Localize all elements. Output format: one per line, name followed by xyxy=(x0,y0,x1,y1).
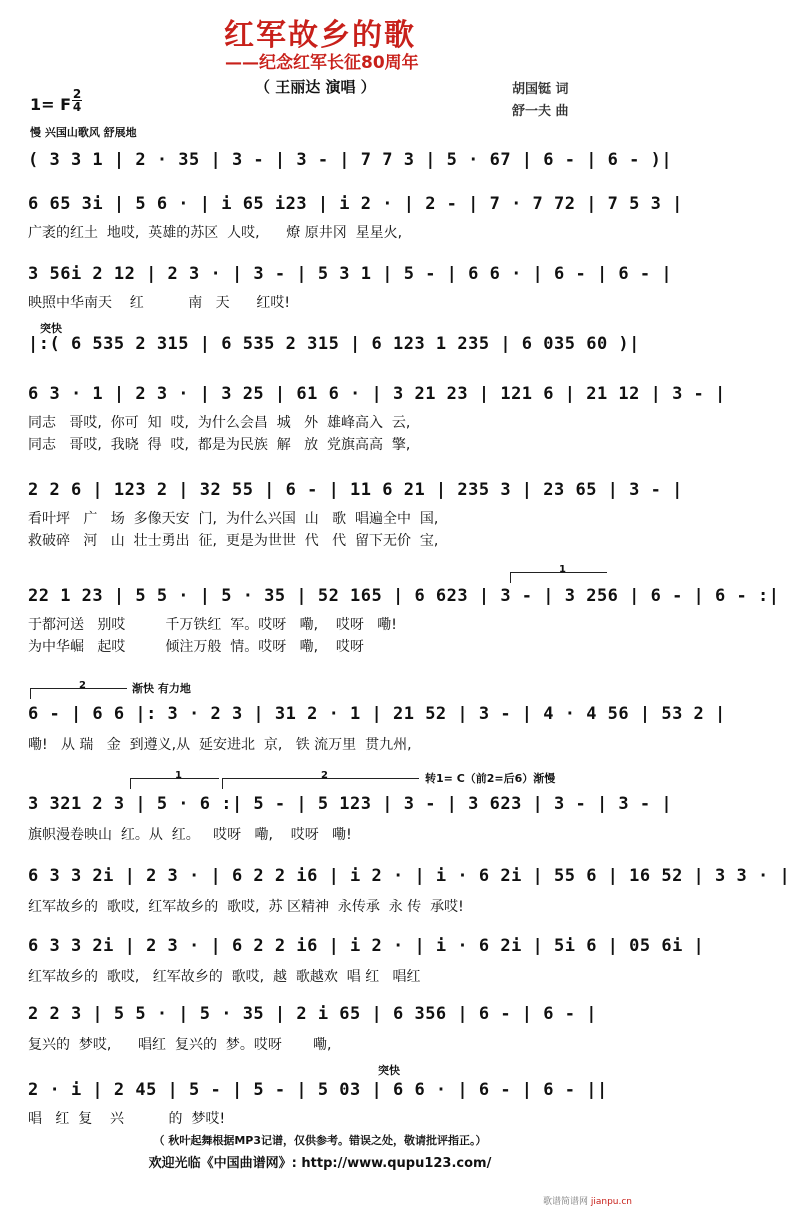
notation-line: 2 2 6 | 123 2 | 32 55 | 6 - | 11 6 21 | 235 3 | 23 65 | 3 - | xyxy=(28,480,683,500)
notation-line: 2 2 3 | 5 5 · | 5 · 35 | 2 i 65 | 6 356 | 6 - | 6 - | xyxy=(28,1004,597,1024)
notation-line: 3 56i 2 12 | 2 3 · | 3 - | 5 3 1 | 5 - | 6 6 · | 6 - | 6 - | xyxy=(28,264,673,284)
transcription-note: （ 秋叶起舞根据MP3记谱，仅供参考。错误之处，敬请批评指正。） xyxy=(153,1134,487,1147)
modulation-mark: 转1= C（前2=后6）渐慢 xyxy=(425,772,556,785)
lyric-line: 广袤的红土 地哎, 英雄的苏区 人哎, 燎 原井冈 星星火, xyxy=(28,225,403,241)
lyricist-credit: 胡国铤 词 xyxy=(512,82,569,97)
volta-bracket-1 xyxy=(510,564,607,583)
lyric-line-verse-2: 为中华崛 起哎 倾注万般 情。哎呀 嘞, 哎呀 xyxy=(28,639,364,655)
lyric-line-verse-2: 救破碎 河 山 壮士勇出 征, 更是为世世 代 代 留下无价 宝, xyxy=(28,533,439,549)
watermark-text-a: 歌谱简谱网 xyxy=(542,1197,588,1207)
lyric-line: 映照中华南天 红 南 天 红哎! xyxy=(28,295,290,311)
tempo-change-mark: 渐快 有力地 xyxy=(132,682,191,695)
watermark-text-b: jianpu.cn xyxy=(590,1197,632,1207)
score-row-6 xyxy=(0,480,683,562)
composer-credit: 舒一夫 曲 xyxy=(512,104,569,119)
volta-bracket-1b xyxy=(130,770,219,789)
notation-line: 6 65 3i | 5 6 · | i 65 i23 | i 2 · | 2 - | 7 · 7 72 | 7 5 3 | xyxy=(28,194,683,214)
singer-credit: （ 王丽达 演唱 ） xyxy=(255,78,376,96)
tempo-marking: 慢 兴国山歌风 舒展地 xyxy=(30,126,137,139)
notation-line: 6 3 3 2i | 2 3 · | 6 2 2 i6 | i 2 · | i · 6 2i | 55 6 | 16 52 | 3 3 · | xyxy=(28,866,790,886)
notation-line: ( 3 3 1 | 2 · 35 | 3 - | 3 - | 7 7 3 | 5 · 67 | 6 - | 6 - )| xyxy=(28,150,673,170)
lyric-line-verse-1: 于都河送 别哎 千万铁红 军。哎呀 嘞, 哎呀 嘞! xyxy=(28,617,397,633)
notation-line: 22 1 23 | 5 5 · | 5 · 35 | 52 165 | 6 623 | 3 - | 3 256 | 6 - | 6 - :| xyxy=(28,586,780,606)
volta-number: 1 xyxy=(559,564,566,575)
notation-line: 6 - | 6 6 |: 3 · 2 3 | 31 2 · 1 | 21 52 | 3 - | 4 · 4 56 | 53 2 | xyxy=(28,704,726,724)
score-row-12 xyxy=(0,1004,640,1086)
song-subtitle: ——纪念红军长征80周年 xyxy=(225,53,419,73)
volta-bracket-2b xyxy=(222,770,419,789)
score-row-5 xyxy=(0,384,726,466)
watermark xyxy=(543,1194,632,1207)
lyric-line: 复兴的 梦哎, 唱红 复兴的 梦。哎呀 嘞, xyxy=(28,1037,332,1053)
lyric-line: 旗帜漫卷映山 红。从 红。 哎呀 嘞, 哎呀 嘞! xyxy=(28,827,352,843)
tempo-change-mark: 突快 xyxy=(378,1064,400,1077)
notation-line: |:( 6 535 2 315 | 6 535 2 315 | 6 123 1 235 | 6 035 60 )| xyxy=(28,334,640,354)
score-row-9 xyxy=(0,794,673,876)
lyric-line-verse-1: 同志 哥哎, 你可 知 哎, 为什么会昌 城 外 雄峰高入 云, xyxy=(28,415,411,431)
volta-number: 2 xyxy=(79,680,86,691)
lyric-line-verse-1: 看叶坪 广 场 多像天安 门, 为什么兴国 山 歌 唱遍全中 国, xyxy=(28,511,439,527)
song-title: 红军故乡的歌 xyxy=(224,18,416,53)
notation-line: 6 3 3 2i | 2 3 · | 6 2 2 i6 | i 2 · | i · 6 2i | 5i 6 | 05 6i | xyxy=(28,936,705,956)
site-link[interactable]: 欢迎光临《中国曲谱网》: http://www.qupu123.com/ xyxy=(148,1156,492,1171)
time-signature xyxy=(72,88,82,113)
time-signature-bottom: 4 xyxy=(72,100,82,114)
lyric-line: 红军故乡的 歌哎, 红军故乡的 歌哎, 苏 区精神 永传承 永 传 承哎! xyxy=(28,899,464,915)
time-signature-top: 2 xyxy=(72,87,82,101)
notation-line: 6 3 · 1 | 2 3 · | 3 25 | 61 6 · | 3 21 23 | 121 6 | 21 12 | 3 - | xyxy=(28,384,726,404)
volta-number: 2 xyxy=(321,770,328,781)
lyric-line: 嘞! 从 瑞 金 到遵义,从 延安进北 京, 铁 流万里 贯九州, xyxy=(28,737,412,753)
volta-bracket-2 xyxy=(30,680,127,699)
score-row-13 xyxy=(0,1080,640,1162)
notation-line: 2 · i | 2 45 | 5 - | 5 - | 5 03 | 6 6 · | 6 - | 6 - || xyxy=(28,1080,608,1100)
lyric-line: 唱 红 复 兴 的 梦哎! xyxy=(28,1111,226,1127)
volta-number: 1 xyxy=(175,770,182,781)
lyric-line: 红军故乡的 歌哎, 红军故乡的 歌哎, 越 歌越欢 唱 红 唱红 xyxy=(28,969,421,985)
tempo-change-mark: 突快 xyxy=(40,322,62,335)
lyric-line-verse-2: 同志 哥哎, 我晓 得 哎, 都是为民族 解 放 党旗高高 擎, xyxy=(28,437,411,453)
notation-line: 3 321 2 3 | 5 · 6 :| 5 - | 5 123 | 3 - | 3 623 | 3 - | 3 - | xyxy=(28,794,673,814)
key-signature: 1= F xyxy=(30,95,72,114)
score-row-7 xyxy=(0,586,780,668)
